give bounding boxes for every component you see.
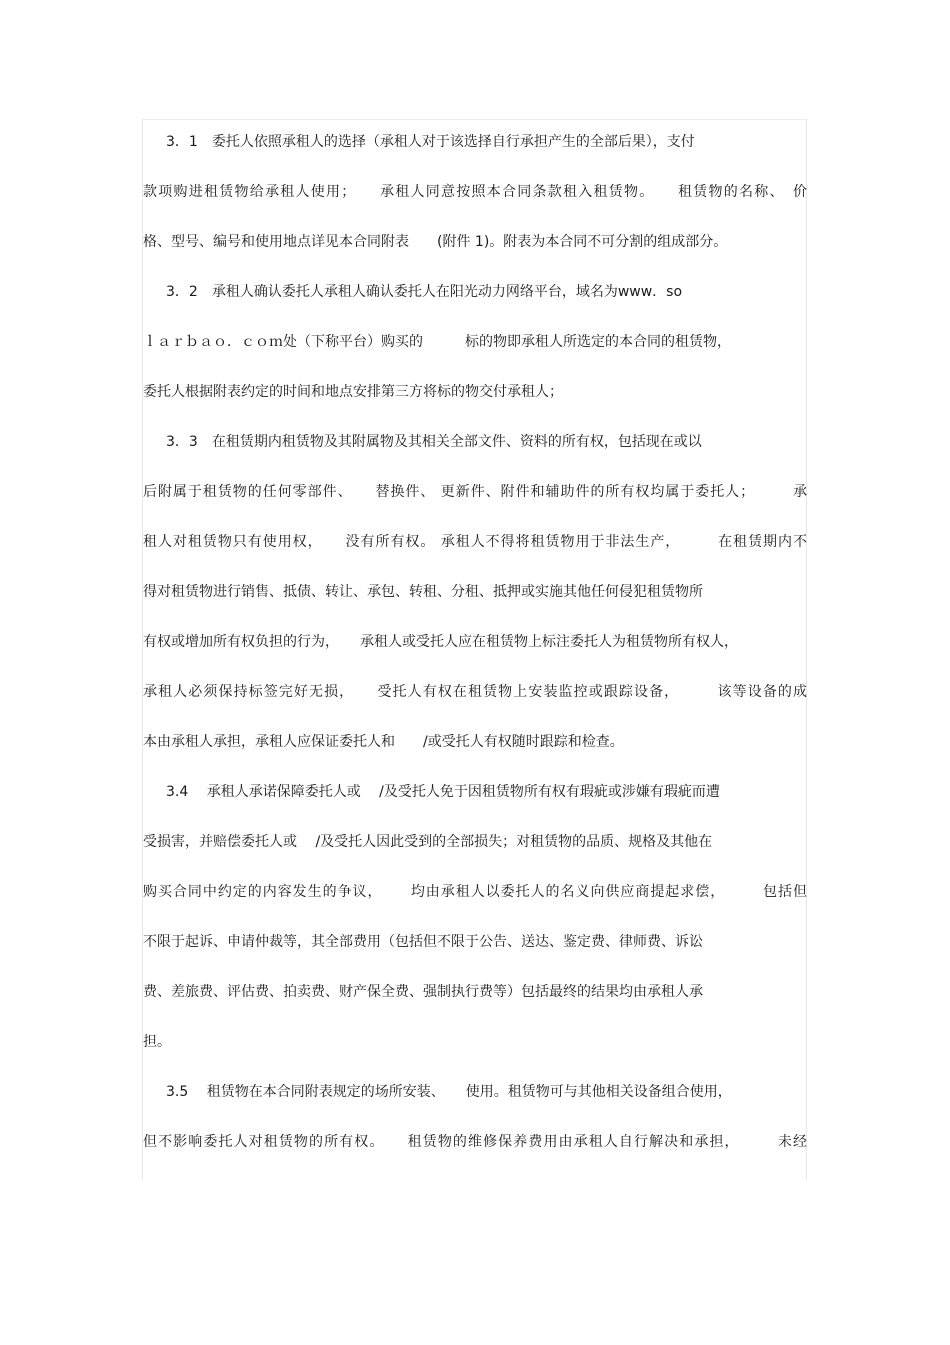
clause-3-4-line-6: 担。 bbox=[143, 1034, 171, 1050]
clause-3-3-line-6: 承租人必须保持标签完好无损， 受托人有权在租赁物上安装监控或跟踪设备， 该等设备的成 bbox=[143, 684, 807, 700]
clause-3-4-line-5: 费、差旅费、评估费、拍卖费、财产保全费、强制执行费等）包括最终的结果均由承租人承 bbox=[143, 984, 703, 1000]
clause-3-1-line-2: 款项购进租赁物给承租人使用； 承租人同意按照本合同条款租入租赁物。 租赁物的名称、 价 bbox=[143, 184, 807, 200]
clause-3-3-line-4: 得对租赁物进行销售、抵债、转让、承包、转租、分租、抵押或实施其他任何侵犯租赁物所 bbox=[143, 584, 703, 600]
clause-3-4-line-4: 不限于起诉、申请仲裁等，其全部费用（包括但不限于公告、送达、鉴定费、律师费、诉讼 bbox=[143, 934, 703, 950]
clause-3-5-line-2: 但不影响委托人对租赁物的所有权。 租赁物的维修保养费用由承租人自行解决和承担， 未经 bbox=[143, 1134, 807, 1150]
clause-3-2-line-3: 委托人根据附表约定的时间和地点安排第三方将标的物交付承租人； bbox=[143, 384, 563, 400]
clause-3-1-line-1: 3．1 委托人依照承租人的选择（承租人对于该选择自行承担产生的全部后果），支付 bbox=[166, 134, 695, 150]
clause-3-3-line-7: 本由承租人承担，承租人应保证委托人和 /或受托人有权随时跟踪和检查。 bbox=[143, 734, 624, 750]
clause-3-3-line-2: 后附属于租赁物的任何零部件、 替换件、 更新件、附件和辅助件的所有权均属于委托人； 承 bbox=[143, 484, 807, 500]
clause-3-3-line-5: 有权或增加所有权负担的行为， 承租人或受托人应在租赁物上标注委托人为租赁物所有权人， bbox=[143, 634, 738, 650]
clause-3-3-line-3: 租人对租赁物只有使用权， 没有所有权。 承租人不得将租赁物用于非法生产， 在租赁期内不 bbox=[143, 534, 807, 550]
clause-3-2-line-2: ｌａｒｂａｏ．ｃｏｍ处（下称平台）购买的 标的物即承租人所选定的本合同的租赁物， bbox=[143, 334, 731, 350]
clause-3-1-line-3: 格、型号、编号和使用地点详见本合同附表 (附件 1)。附表为本合同不可分割的组成部分。 bbox=[143, 234, 728, 250]
clause-3-3-line-1: 3．3 在租赁期内租赁物及其附属物及其相关全部文件、资料的所有权，包括现在或以 bbox=[166, 434, 702, 450]
clause-3-2-line-1: 3．2 承租人确认委托人承租人确认委托人在阳光动力网络平台，域名为www．so bbox=[166, 284, 683, 300]
clause-3-4-line-3: 购买合同中约定的内容发生的争议， 均由承租人以委托人的名义向供应商提起求偿， 包括但 bbox=[143, 884, 807, 900]
clause-3-5-line-1: 3.5 租赁物在本合同附表规定的场所安装、 使用。租赁物可与其他相关设备组合使用， bbox=[166, 1084, 732, 1100]
clause-3-4-line-2: 受损害，并赔偿委托人或 /及受托人因此受到的全部损失；对租赁物的品质、规格及其他在 bbox=[143, 834, 713, 850]
clause-3-4-line-1: 3.4 承租人承诺保障委托人或 /及受托人免于因租赁物所有权有瑕疵或涉嫌有瑕疵而遭 bbox=[166, 784, 720, 800]
